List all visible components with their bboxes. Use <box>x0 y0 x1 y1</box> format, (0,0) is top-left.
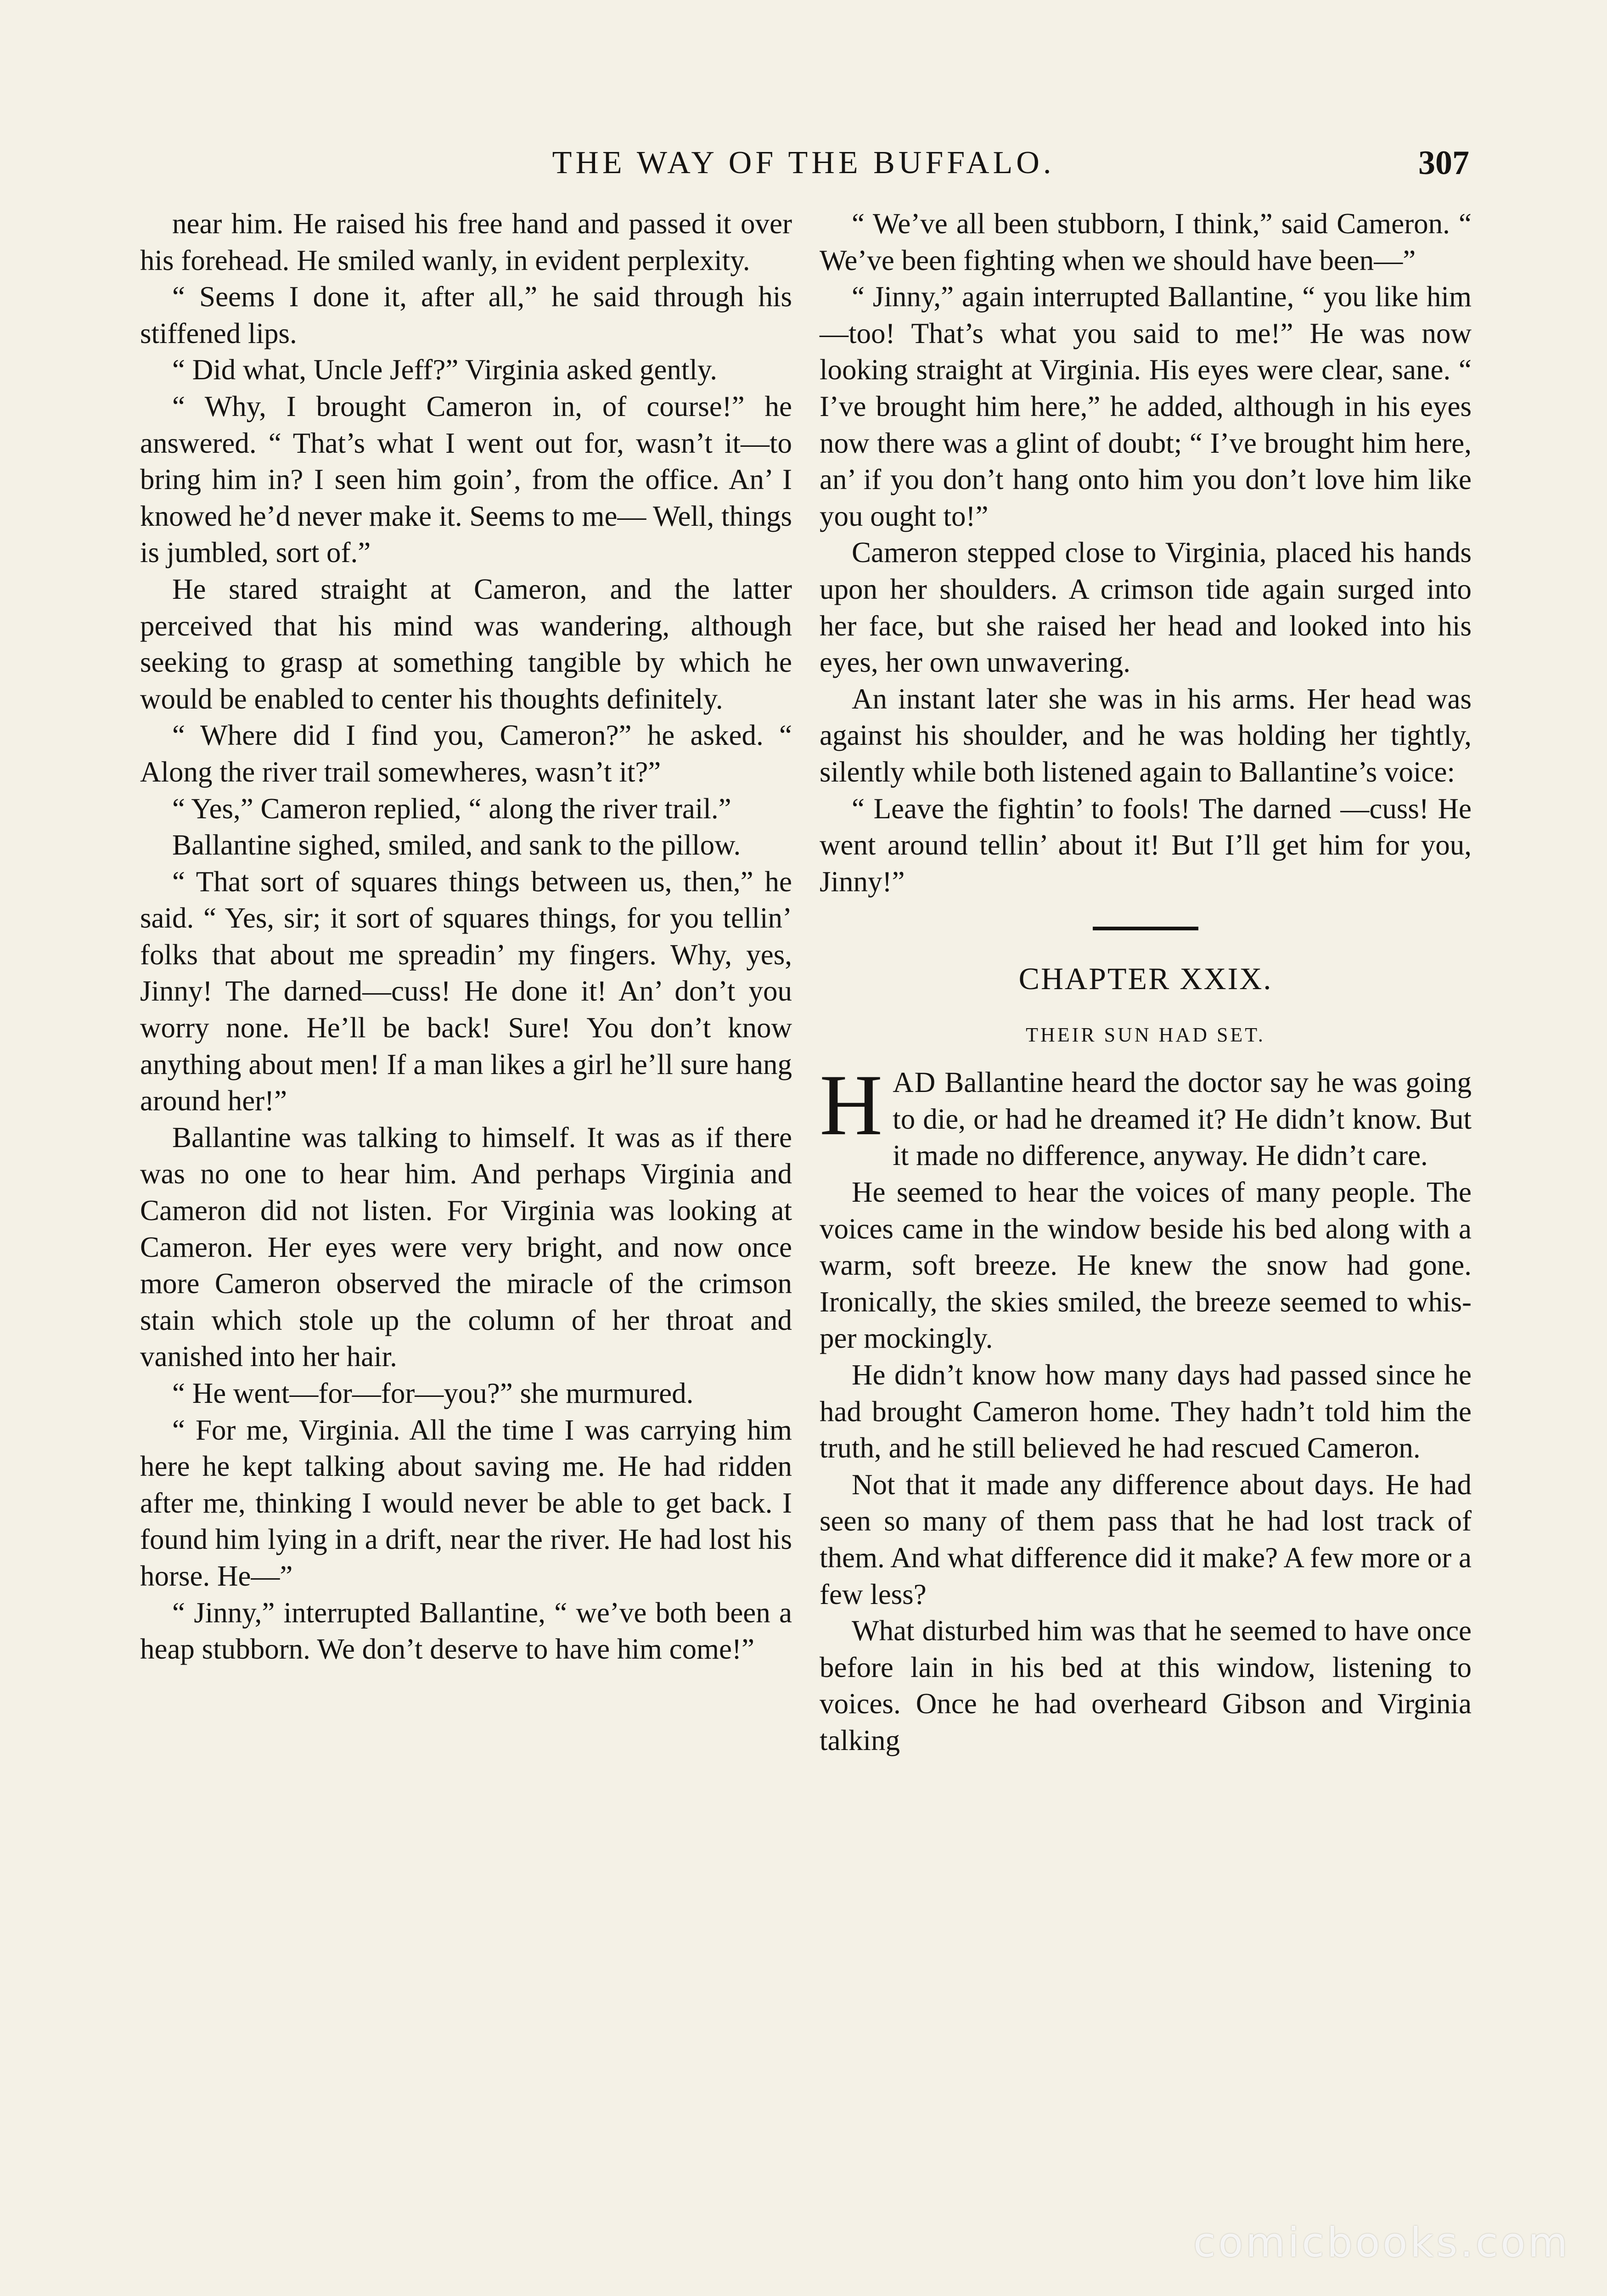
right-paragraph: Cameron stepped close to Virginia, placed his hands upon her shoulders. A crimson tide again surged into her face, but she raised her head and looked into his eyes, her own unwavering. <box>820 536 1472 679</box>
left-column <box>140 206 792 1668</box>
running-head <box>138 138 1469 188</box>
chapter-opening-paragraph <box>820 1057 1472 1174</box>
left-paragraph: He stared straight at Cameron, and the latter perceived that his mind was wandering, although seeking to grasp at something tangible by which he would be enabled to center his thoughts definitely. <box>140 573 792 715</box>
left-paragraph: “ Why, I brought Cameron in, of course!” he answered. “ That’s what I went out for, wasn’t it—to bring him in? I seen him goin’, from the office. An’ I knowed he’d never make it. Seems to me— Well, things is jumbled, sort of.” <box>140 390 792 569</box>
right-paragraph: He seemed to hear the voices of many people. The voices came in the window beside his bed along with a warm, soft breeze. He knew the snow had gone. Ironically, the skies smiled, the breeze seemed to whisper mockingly. <box>820 1176 1472 1355</box>
chapter-subtitle: THEIR SUN HAD SET. <box>1026 1024 1265 1047</box>
drop-cap: H <box>820 1057 883 1154</box>
left-paragraph: Ballantine was talking to himself. It was as if there was no one to hear him. And perhaps Virginia and Cameron did not listen. For Virginia was looking at Cameron. Her eyes were very bright, and now once more Cameron observed the miracle of the crimson stain which stole up the column of her throat and vanished into her hair. <box>140 1121 792 1373</box>
right-paragraph: An instant later she was in his arms. Her head was against his shoulder, and he was holding her tightly, silently while both listened again to Ballantine’s voice: <box>820 682 1472 788</box>
right-paragraph: “ Jinny,” again interrupted Ballantine, “ you like him—too! That’s what you said to me!” He was now looking straight at Virginia. His eyes were clear, sane. “ I’ve brought him here,” he added, although in his eyes now there was a glint of doubt; “ I’ve brought him here, an’ if you don’t hang onto him you don’t love him like you ought to!” <box>820 281 1472 532</box>
left-paragraph: “ He went—for—for—you?” she murmured. <box>172 1377 694 1409</box>
left-paragraph: “ Where did I find you, Cameron?” he asked. “ Along the river trail somewheres, wasn’t it?” <box>140 719 792 788</box>
right-paragraph: “ Leave the fightin’ to fools! The darned —cuss! He went around tellin’ about it! But I’ll get him for you, Jinny!” <box>820 792 1472 898</box>
left-paragraph: “ Did what, Uncle Jeff?” Virginia asked gently. <box>172 354 718 386</box>
opening-small-caps: AD <box>893 1066 937 1099</box>
right-column <box>820 206 1472 1759</box>
chapter-heading: CHAPTER XXIX. <box>1018 961 1273 996</box>
left-paragraph: “ Jinny,” interrupted Ballantine, “ we’ve both been a heap stubborn. We don’t deserve to have him come!” <box>140 1596 792 1666</box>
right-paragraph: “ We’ve all been stubborn, I think,” said Cameron. “ We’ve been fighting when we should have been—” <box>820 208 1472 276</box>
running-title: THE WAY OF THE BUFFALO. <box>552 145 1055 180</box>
right-paragraph: He didn’t know how many days had passed since he had brought Cameron home. They hadn’t told him the truth, and he still believed he had rescued Cameron. <box>820 1359 1472 1464</box>
page-number: 307 <box>1418 144 1469 182</box>
right-paragraph: Not that it made any difference about days. He had seen so many of them pass that he had lost track of them. And what difference did it make? A few more or a few less? <box>820 1468 1472 1610</box>
watermark: comicbooks.com <box>1193 2219 1570 2266</box>
left-paragraph: “ That sort of squares things between us, then,” he said. “ Yes, sir; it sort of squares things, for you tellin’ folks that about me spreadin’ my fingers. Why, yes, Jinny! The darned—cuss! He done it! An’ don’t you worry none. He’ll be back! Sure! You don’t know anything about men! If a man likes a girl he’ll sure hang around her!” <box>140 865 792 1117</box>
left-paragraph: “ Yes,” Cameron replied, “ along the river trail.” <box>172 792 731 825</box>
left-paragraph: near him. He raised his free hand and passed it over his forehead. He smiled wanly, in evident perplexity. <box>140 208 792 276</box>
opening-text: Ballantine heard the doctor say he was going to die, or had he dreamed it? He didn’t know. But it made no difference, anyway. He didn’t care. <box>893 1066 1472 1172</box>
left-paragraph: “ Seems I done it, after all,” he said through his stiffened lips. <box>140 281 792 349</box>
left-paragraph: Ballantine sighed, smiled, and sank to the pillow. <box>172 829 741 861</box>
right-paragraph: What disturbed him was that he seemed to have once before lain in his bed at this window, listening to voices. Once he had overheard Gibson and Virginia talking <box>820 1615 1472 1756</box>
left-paragraph: “ For me, Virginia. All the time I was carrying him here he kept talking about saving me. He had ridden after me, thinking I would never be able to get back. I found him lying in a drift, near the river. He had lost his horse. He—” <box>140 1413 792 1592</box>
section-divider <box>1093 927 1198 930</box>
